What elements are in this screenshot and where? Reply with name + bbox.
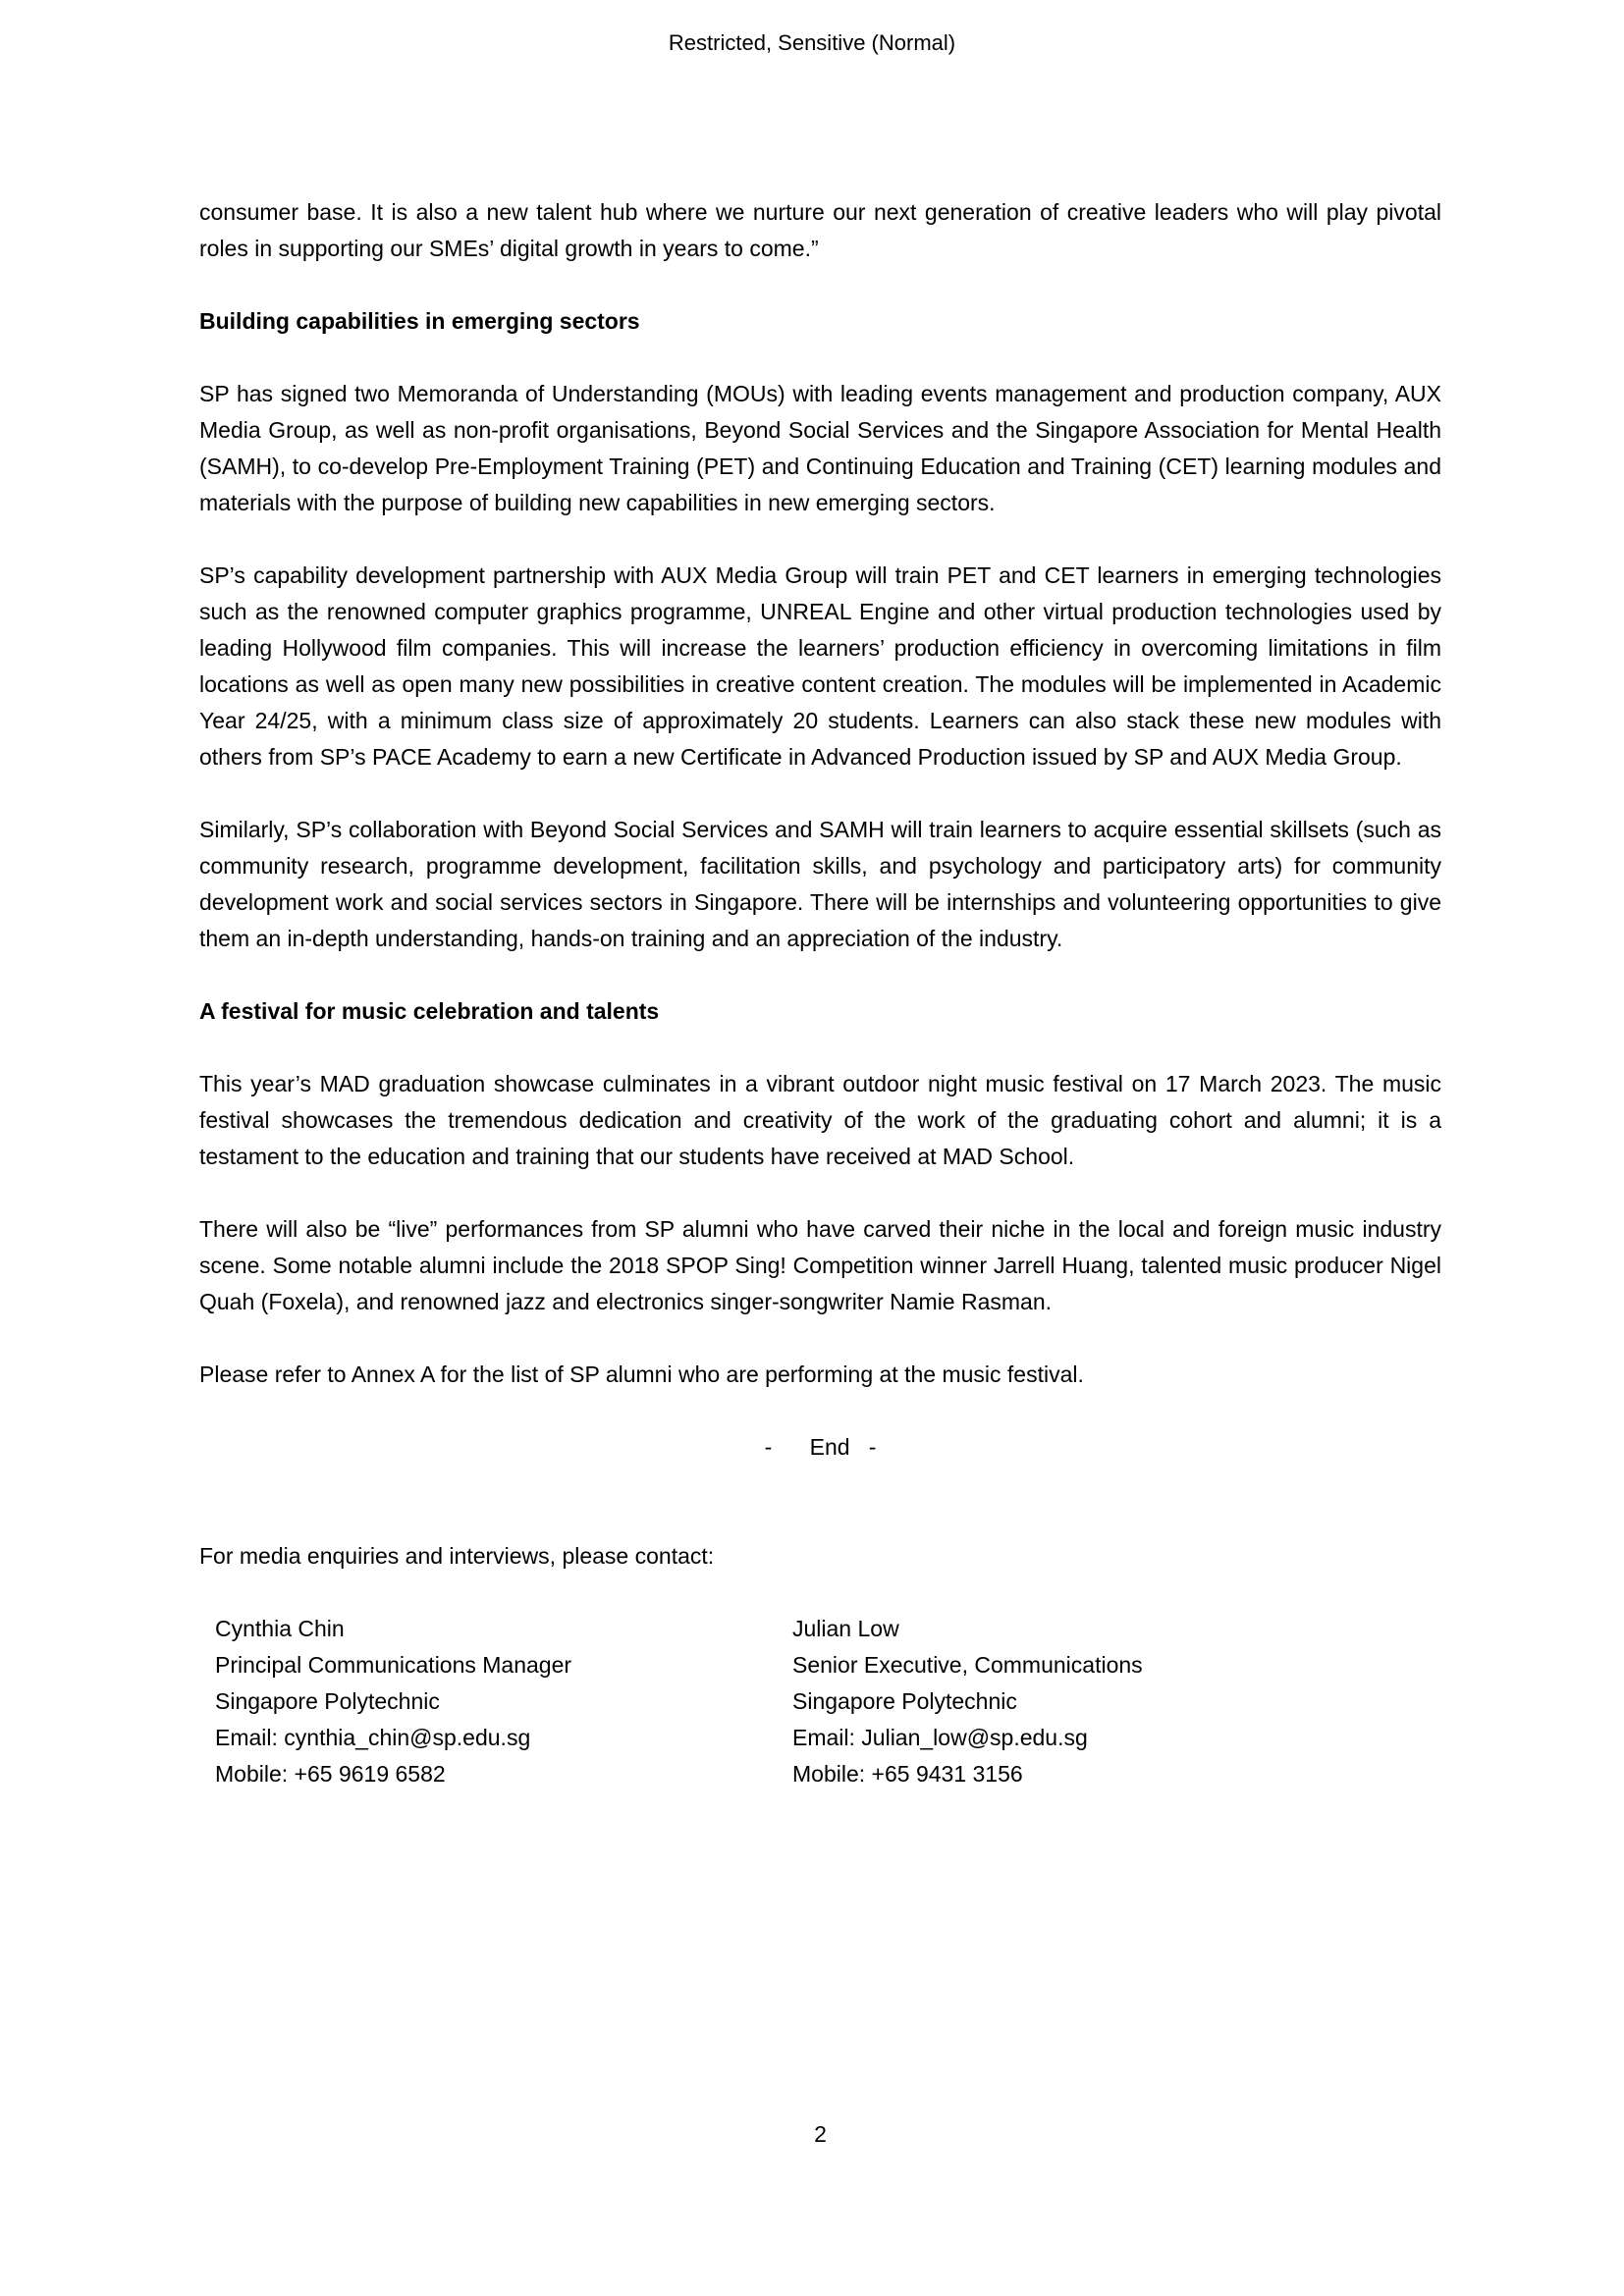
media-contacts-block	[199, 1611, 1441, 1792]
contact-card-julian-low	[792, 1611, 1441, 1792]
document-body	[199, 194, 1441, 1792]
classification-header: Restricted, Sensitive (Normal)	[668, 30, 956, 55]
contact-email: Email: Julian_low@sp.edu.sg	[792, 1725, 1088, 1750]
contact-mobile: Mobile: +65 9619 6582	[215, 1761, 446, 1787]
paragraph-mad-graduation-showcase: This year’s MAD graduation showcase culminates in a vibrant outdoor night music festival on 17 March 2023. The music festival showcases the tremendous dedication and creativity of the work of the graduating cohort and alumni; it is a testament to the education and training that our students have received at MAD School.	[199, 1071, 1441, 1169]
page-number: 2	[814, 2121, 827, 2147]
contact-organisation: Singapore Polytechnic	[215, 1688, 440, 1714]
contact-name: Cynthia Chin	[215, 1616, 345, 1641]
contact-organisation: Singapore Polytechnic	[792, 1688, 1017, 1714]
contact-title: Senior Executive, Communications	[792, 1652, 1143, 1678]
end-marker: - End -	[764, 1434, 877, 1460]
contact-mobile: Mobile: +65 9431 3156	[792, 1761, 1023, 1787]
paragraph-aux-media-partnership: SP’s capability development partnership with AUX Media Group will train PET and CET learners in emerging technologies such as the renowned computer graphics programme, UNREAL Engine and other virtual production technologies used by leading Hollywood film companies. This will increase the learners’ production efficiency in overcoming limitations in film locations as well as open many new possibilities in creative content creation. The modules will be implemented in Academic Year 24/25, with a minimum class size of approximately 20 students. Learners can also stack these new modules with others from SP’s PACE Academy to earn a new Certificate in Advanced Production issued by SP and AUX Media Group.	[199, 562, 1441, 770]
section-heading-music-festival: A festival for music celebration and talents	[199, 998, 660, 1024]
section-heading-building-capabilities: Building capabilities in emerging sectors	[199, 308, 640, 334]
paragraph-annex-reference: Please refer to Annex A for the list of SP alumni who are performing at the music festival.	[199, 1362, 1084, 1387]
contact-email: Email: cynthia_chin@sp.edu.sg	[215, 1725, 531, 1750]
paragraph-beyond-social-services: Similarly, SP’s collaboration with Beyond Social Services and SAMH will train learners to acquire essential skillsets (such as community research, programme development, facilitation skills, and psychology and participatory arts) for community development work and social services sectors in Singapore. There will be internships and volunteering opportunities to give them an in-depth understanding, hands-on training and an appreciation of the industry.	[199, 817, 1441, 951]
paragraph-live-performances: There will also be “live” performances from SP alumni who have carved their niche in the local and foreign music industry scene. Some notable alumni include the 2018 SPOP Sing! Competition winner Jarrell Huang, talented music producer Nigel Quah (Foxela), and renowned jazz and electronics singer-songwriter Namie Rasman.	[199, 1216, 1441, 1314]
paragraph-mou-signing: SP has signed two Memoranda of Understanding (MOUs) with leading events management and production company, AUX Media Group, as well as non-profit organisations, Beyond Social Services and the Singapore Association for Mental Health (SAMH), to co-develop Pre-Employment Training (PET) and Continuing Education and Training (CET) learning modules and materials with the purpose of building new capabilities in new emerging sectors.	[199, 381, 1441, 515]
contact-card-cynthia-chin	[215, 1611, 792, 1792]
paragraph-media-contact-intro: For media enquiries and interviews, please contact:	[199, 1543, 715, 1569]
paragraph-intro-continuation: consumer base. It is also a new talent hub where we nurture our next generation of creative leaders who will play pivotal roles in supporting our SMEs’ digital growth in years to come.”	[199, 199, 1441, 261]
contact-title: Principal Communications Manager	[215, 1652, 572, 1678]
contact-name: Julian Low	[792, 1616, 899, 1641]
